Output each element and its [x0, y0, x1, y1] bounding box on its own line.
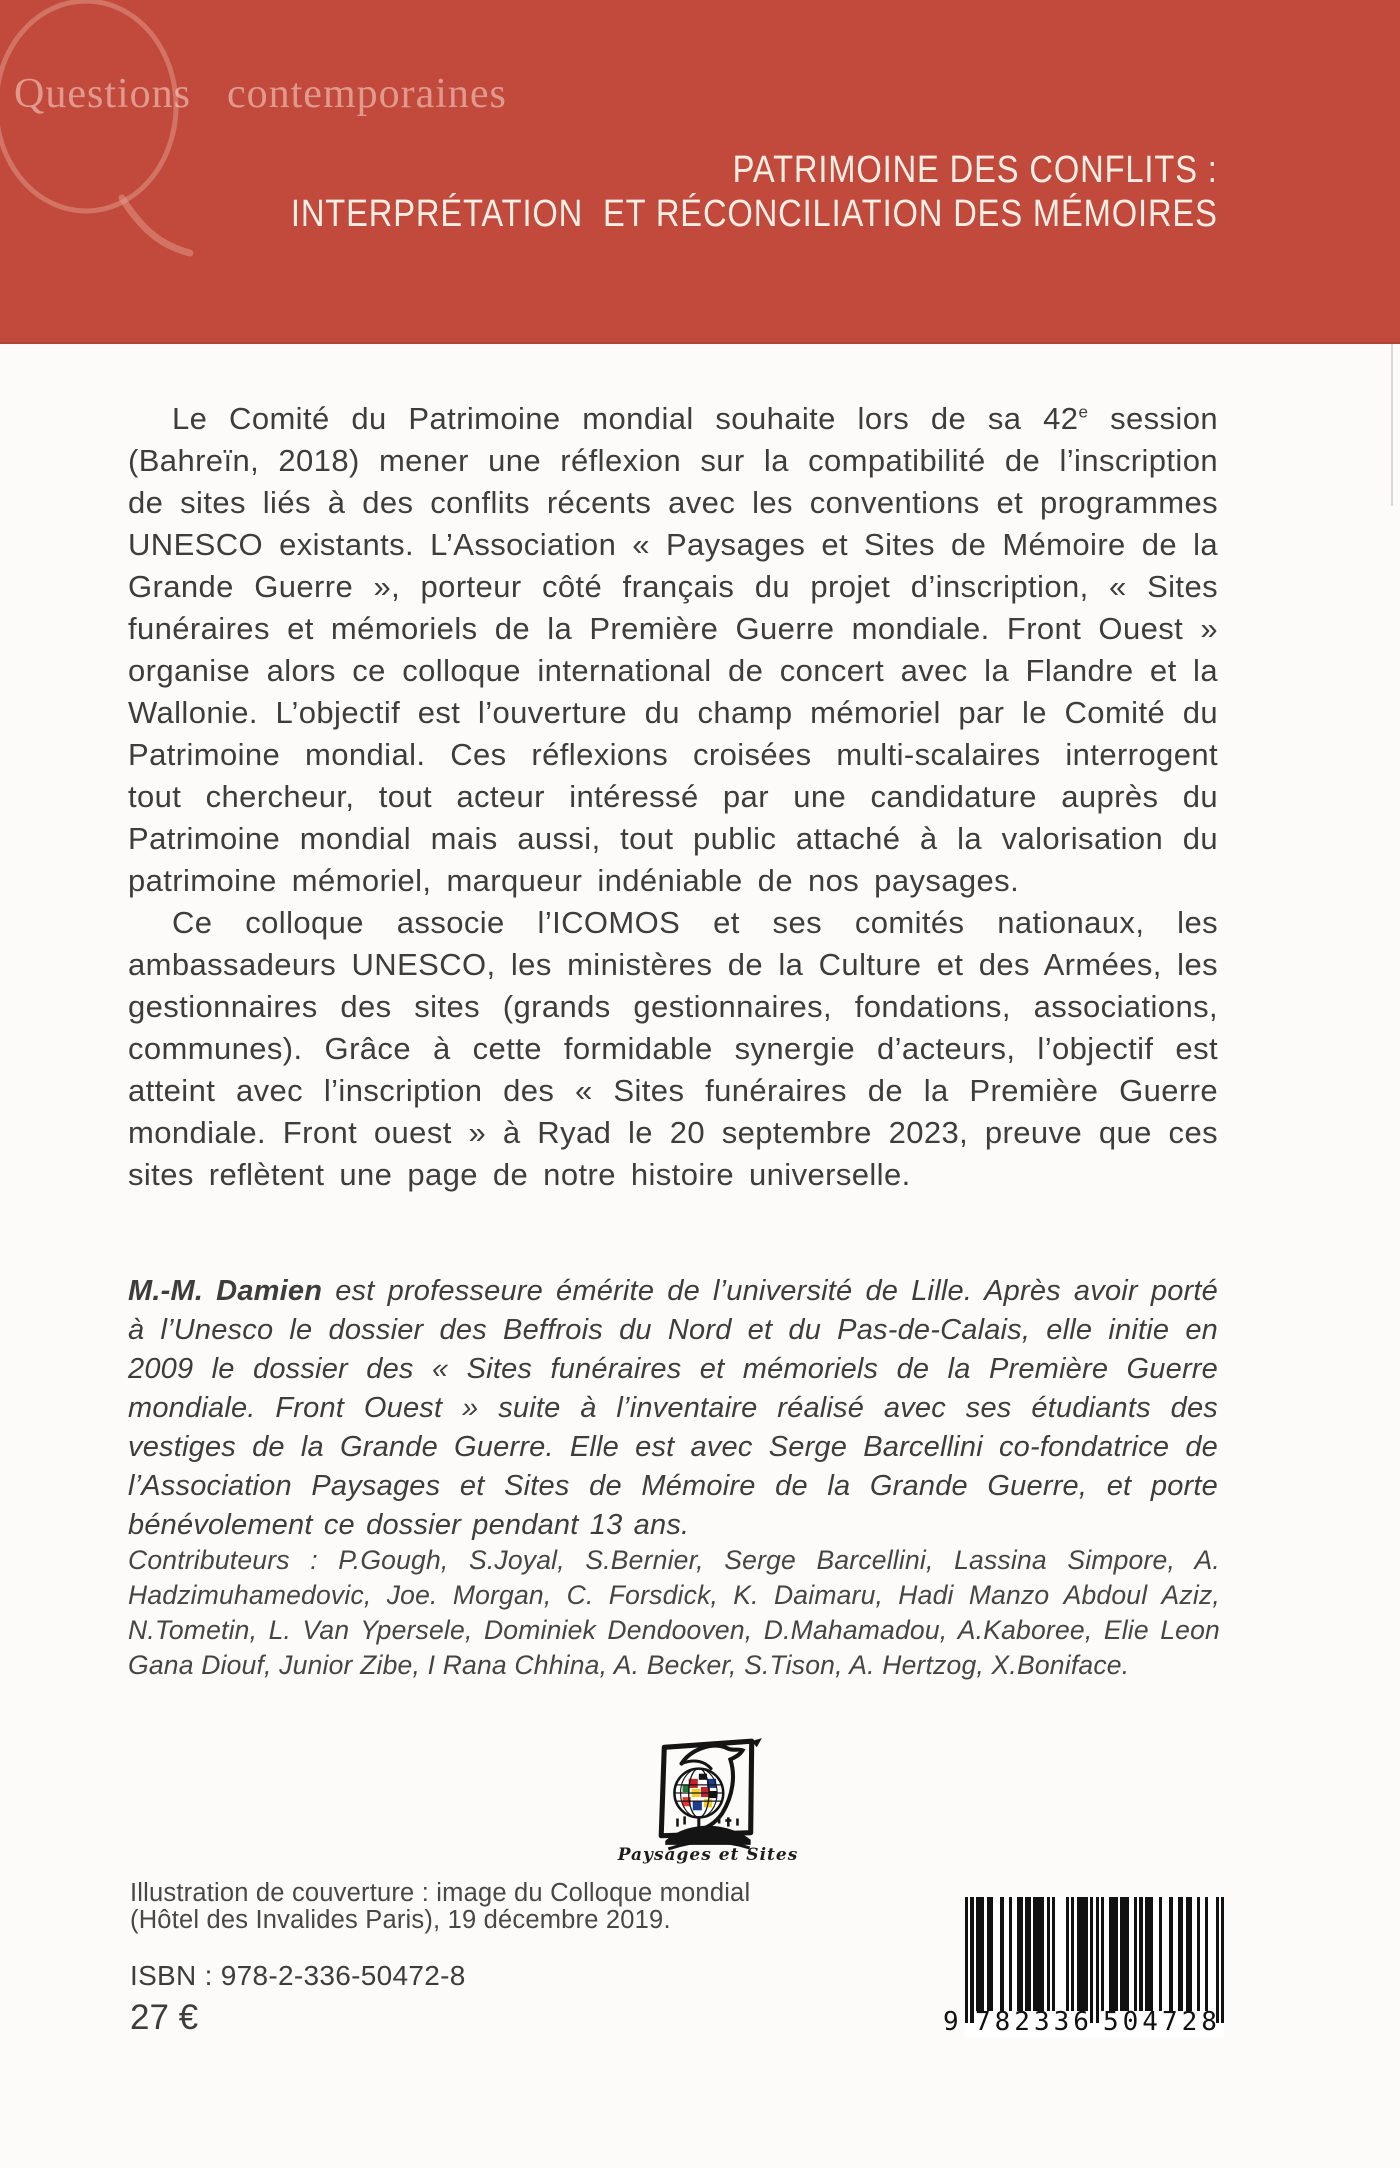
barcode-digits-group2: 504728 [1103, 2007, 1221, 2037]
barcode-digit-lead: 9 [943, 2007, 959, 2037]
book-title-line1: PATRIMOINE DES CONFLITS : [732, 149, 1218, 191]
book-title-line2: INTERPRÉTATION ET RÉCONCILIATION DES MÉMOIRES [291, 193, 1218, 235]
book-title [140, 148, 1218, 236]
author-name: M.-M. Damien [128, 1275, 323, 1307]
ordinal-superscript: e [1078, 402, 1089, 422]
collection-name [14, 70, 507, 118]
synopsis-p1-rest: session (Bahreïn, 2018) mener une réflexion sur la compatibilité de l’inscription de sites liés à des conflits récents avec les conventions et programmes UNESCO existants. L’Association « Paysages et Sites de Mémoire de la Grande Guerre », porteur côté français du projet d’inscription, « Sites funéraires et mémoriels de la Première Guerre mondiale. Front Ouest » organise alors ce colloque international de concert avec la Flandre et la Wallonie. L’objectif est l’ouverture du champ mémoriel par le Comité du Patrimoine mondial. Ces réflexions croisées multi-scalaires interrogent tout chercheur, tout acteur intéressé par une candidature auprès du Patrimoine mondial mais aussi, tout public attaché à la valorisation du patrimoine mémoriel, marqueur indéniable de nos paysages. [128, 401, 1218, 898]
cover-illustration-note [130, 1880, 750, 1934]
synopsis-paragraph-1 [128, 398, 1218, 902]
synopsis [128, 398, 1218, 1196]
collection-word-contemporaines: contemporaines [227, 71, 507, 117]
ean13-barcode [943, 1897, 1224, 2038]
synopsis-paragraph-2: Ce colloque associe l’ICOMOS et ses comités nationaux, les ambassadeurs UNESCO, les ministères de la Culture et des Armées, les gestionnaires des sites (grands gestionnaires, fondations, associations, communes). Grâce à cette formidable synergie d’acteurs, l’objectif est atteint avec l’inscription des « Sites funéraires de la Première Guerre mondiale. Front ouest » à Ryad le 20 septembre 2023, preuve que ces sites reflètent une page de notre histoire universelle. [128, 905, 1218, 1192]
dove-globe-cemetery-icon [648, 1730, 770, 1857]
illustration-note-line1: Illustration de couverture : image du Colloque mondial [130, 1879, 751, 1907]
collection-banner [0, 0, 1400, 344]
association-logo-caption: Paysages et Sites [617, 1845, 799, 1865]
author-bio [128, 1272, 1218, 1545]
barcode-digits-group1: 782336 [975, 2007, 1093, 2037]
q-circle-icon [0, 0, 242, 289]
page-edge-shadow [1391, 344, 1393, 506]
price: 27 € [130, 1998, 199, 2037]
barcode-bars [965, 1897, 1224, 2023]
synopsis-p1-text: Le Comité du Patrimoine mondial souhaite lors de sa 42 [172, 401, 1079, 436]
contributors-list: Contributeurs : P.Gough, S.Joyal, S.Bernier, Serge Barcellini, Lassina Simpore, A. Hadzimuhamedovic, Joe. Morgan, C. Forsdick, K. Daimaru, Hadi Manzo Abdoul Aziz, N.Tometin, L. Van Ypersele, Dominiek Dendooven, D.Mahamadou, A.Kaboree, Elie Leon Gana Diouf, Junior Zibe, I Rana Chhina, A. Becker, S.Tison, A. Hertzog, X.Boniface. [128, 1545, 1220, 1680]
isbn: ISBN : 978-2-336-50472-8 [130, 1960, 466, 1991]
author-bio-text: est professeure émérite de l’université de Lille. Après avoir porté à l’Unesco le dossier des Beffrois du Nord et du Pas-de-Calais, elle initie en 2009 le dossier des « Sites funéraires et mémoriels de la Première Guerre mondiale. Front Ouest » suite à l’inventaire réalisé avec ses étudiants des vestiges de la Grande Guerre. Elle est avec Serge Barcellini co-fondatrice de l’Association Paysages et Sites de Mémoire de la Grande Guerre, et porte bénévolement ce dossier pendant 13 ans. [128, 1275, 1218, 1541]
collection-word-questions: Questions [14, 71, 191, 117]
illustration-note-line2: (Hôtel des Invalides Paris), 19 décembre 2019. [130, 1906, 671, 1934]
